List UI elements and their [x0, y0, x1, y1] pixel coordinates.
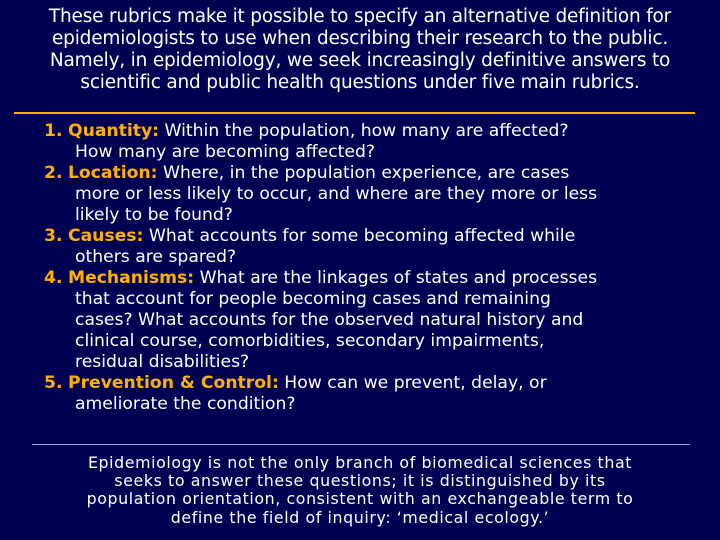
intro-line: epidemiologists to use when describing their research to the public. [52, 28, 668, 49]
footnote-line: population orientation, consistent with an exchangeable term to [86, 489, 634, 509]
rubric-number: 5. [44, 373, 63, 393]
intro-paragraph [0, 6, 720, 94]
rubric-term: Quantity: [67, 121, 160, 141]
rubric-number: 1. [44, 121, 63, 141]
footnote-line: define the field of inquiry: ‘medical ecology.’ [170, 507, 550, 527]
footnote-line: seeks to answer these questions; it is distinguished by its [114, 471, 606, 491]
rubric-text: more or less likely to occur, and where are they more or less [75, 184, 598, 204]
rubric-number: 2. [44, 163, 63, 183]
intro-underline [14, 112, 695, 114]
rubric-text: How can we prevent, delay, or [284, 373, 547, 393]
rubric-text: cases? What accounts for the observed natural history and [75, 310, 584, 330]
rubric-text: others are spared? [75, 247, 237, 267]
intro-line: These rubrics make it possible to specify an alternative definition for [48, 6, 672, 27]
rubric-text: residual disabilities? [75, 352, 250, 372]
rubric-term: Mechanisms: [67, 268, 195, 288]
rubric-text: clinical course, comorbidities, secondary impairments, [75, 331, 545, 351]
rubric-item-quantity [44, 121, 684, 163]
rubric-item-causes [44, 226, 684, 268]
intro-line: Namely, in epidemiology, we seek increasingly definitive answers to [49, 50, 671, 71]
rubric-item-prevention-control [44, 373, 684, 415]
rubric-text: that account for people becoming cases and remaining [75, 289, 551, 309]
rubric-text: Where, in the population experience, are cases [163, 163, 570, 183]
rubric-text: likely to be found? [75, 205, 233, 225]
rubric-text: What are the linkages of states and processes [199, 268, 598, 288]
rubric-text: ameliorate the condition? [75, 394, 296, 414]
rubric-item-location [44, 163, 684, 226]
rubric-text: What accounts for some becoming affected while [148, 226, 576, 246]
rubric-text: Within the population, how many are affected? [164, 121, 569, 141]
rubric-term: Location: [67, 163, 158, 183]
rubric-term: Prevention & Control: [67, 373, 279, 393]
footnote-line: Epidemiology is not the only branch of biomedical sciences that [87, 453, 633, 472]
rubric-number: 4. [44, 268, 63, 288]
rubric-number: 3. [44, 226, 63, 246]
rubric-term: Causes: [67, 226, 144, 246]
rubric-list [44, 121, 684, 415]
rubric-item-mechanisms [44, 268, 684, 373]
rubric-text: How many are becoming affected? [75, 142, 376, 162]
intro-line: scientific and public health questions under five main rubrics. [80, 72, 640, 93]
footnote-paragraph [40, 454, 680, 527]
divider [32, 444, 690, 445]
